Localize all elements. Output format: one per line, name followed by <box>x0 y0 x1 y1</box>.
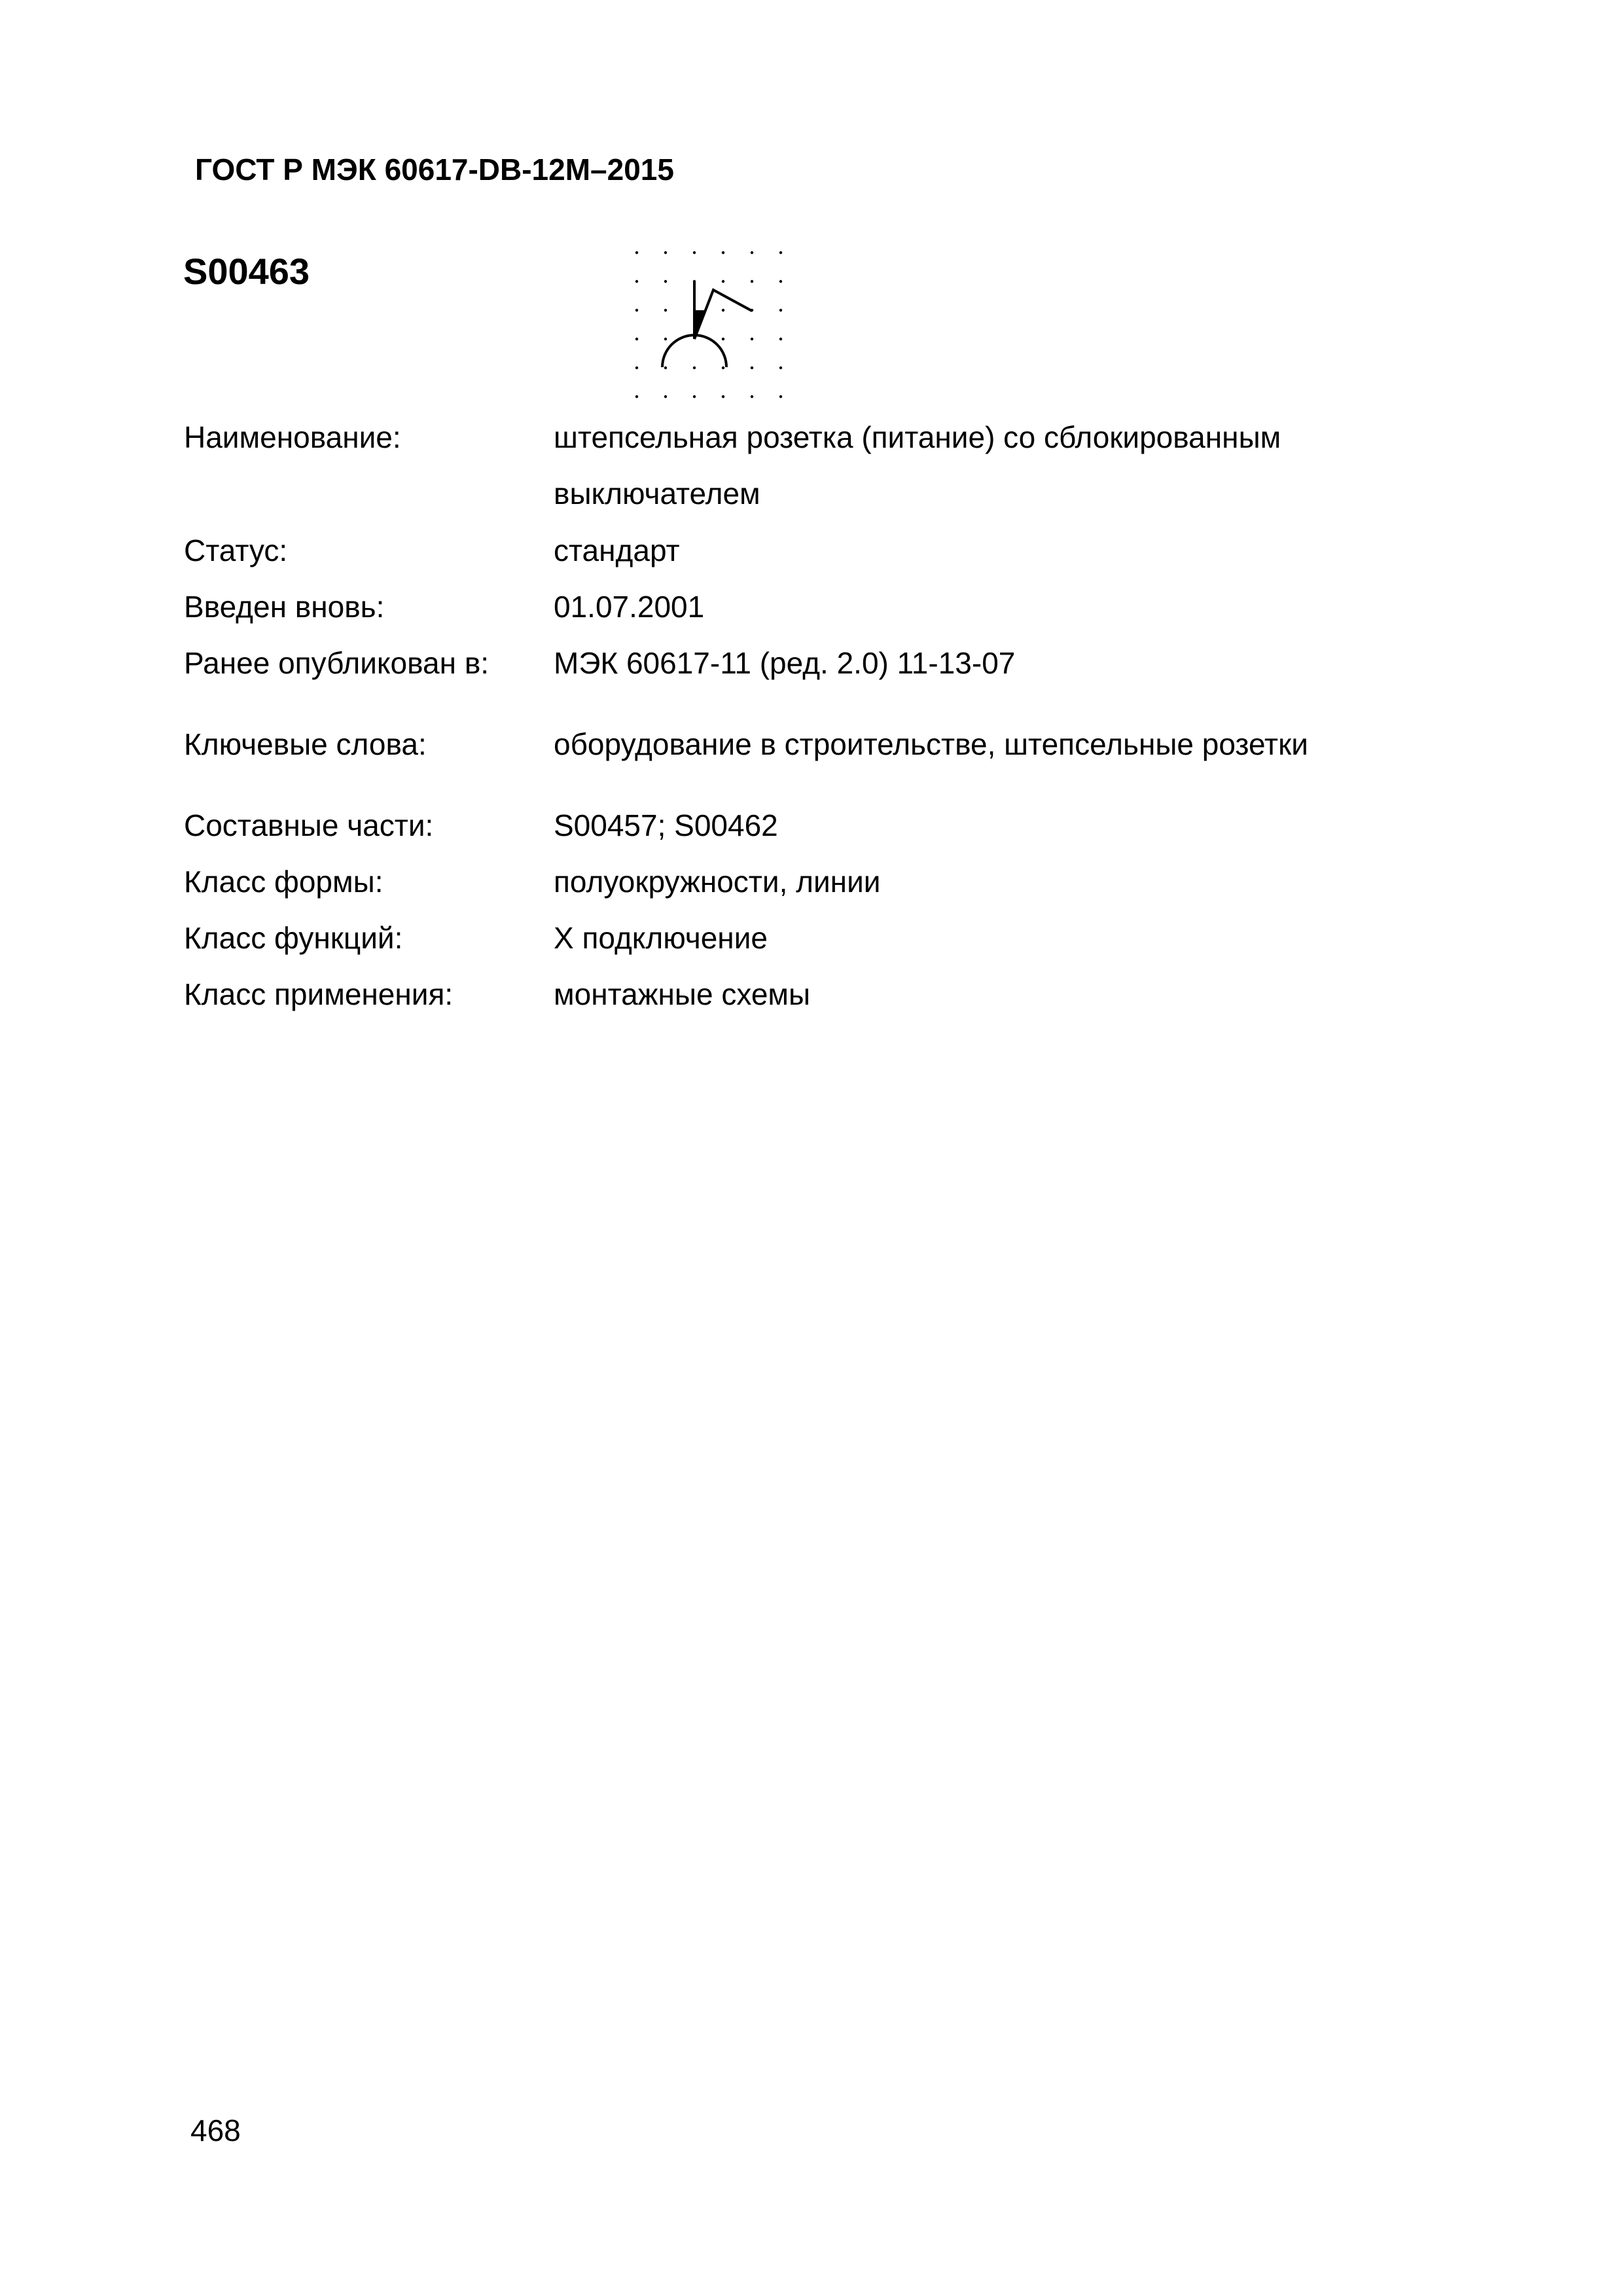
property-value <box>554 419 1281 512</box>
property-value: полуокружности, линии <box>554 865 881 899</box>
property-label: Класс формы: <box>184 865 383 899</box>
property-value: монтажные схемы <box>554 977 811 1011</box>
property-label: Ключевые слова: <box>184 727 427 761</box>
property-value: стандарт <box>554 533 680 567</box>
property-value-line2: выключателем <box>554 476 760 511</box>
property-label: Ранее опубликован в: <box>184 646 490 680</box>
property-value: МЭК 60617-11 (ред. 2.0) 11-13-07 <box>554 646 1016 680</box>
property-label: Составные части: <box>184 808 434 842</box>
property-value: 01.07.2001 <box>554 590 705 624</box>
property-label: Наименование: <box>184 420 401 454</box>
property-value: X подключение <box>554 921 768 955</box>
property-label: Класс применения: <box>184 977 454 1011</box>
document-header: ГОСТ Р МЭК 60617-DB-12M–2015 <box>195 152 674 187</box>
symbol-code: S00463 <box>183 251 310 292</box>
property-label: Класс функций: <box>184 921 403 955</box>
property-label: Введен вновь: <box>184 590 385 624</box>
property-value: оборудование в строительстве, штепсельные розетки <box>554 727 1308 761</box>
property-value-line1: штепсельная розетка (питание) со сблокированным <box>554 420 1281 454</box>
socket-with-interlocked-switch-icon <box>622 245 798 406</box>
page-number: 468 <box>190 2113 241 2147</box>
property-label: Статус: <box>184 533 288 567</box>
property-value: S00457; S00462 <box>554 808 778 842</box>
symbol-grid <box>635 251 782 398</box>
